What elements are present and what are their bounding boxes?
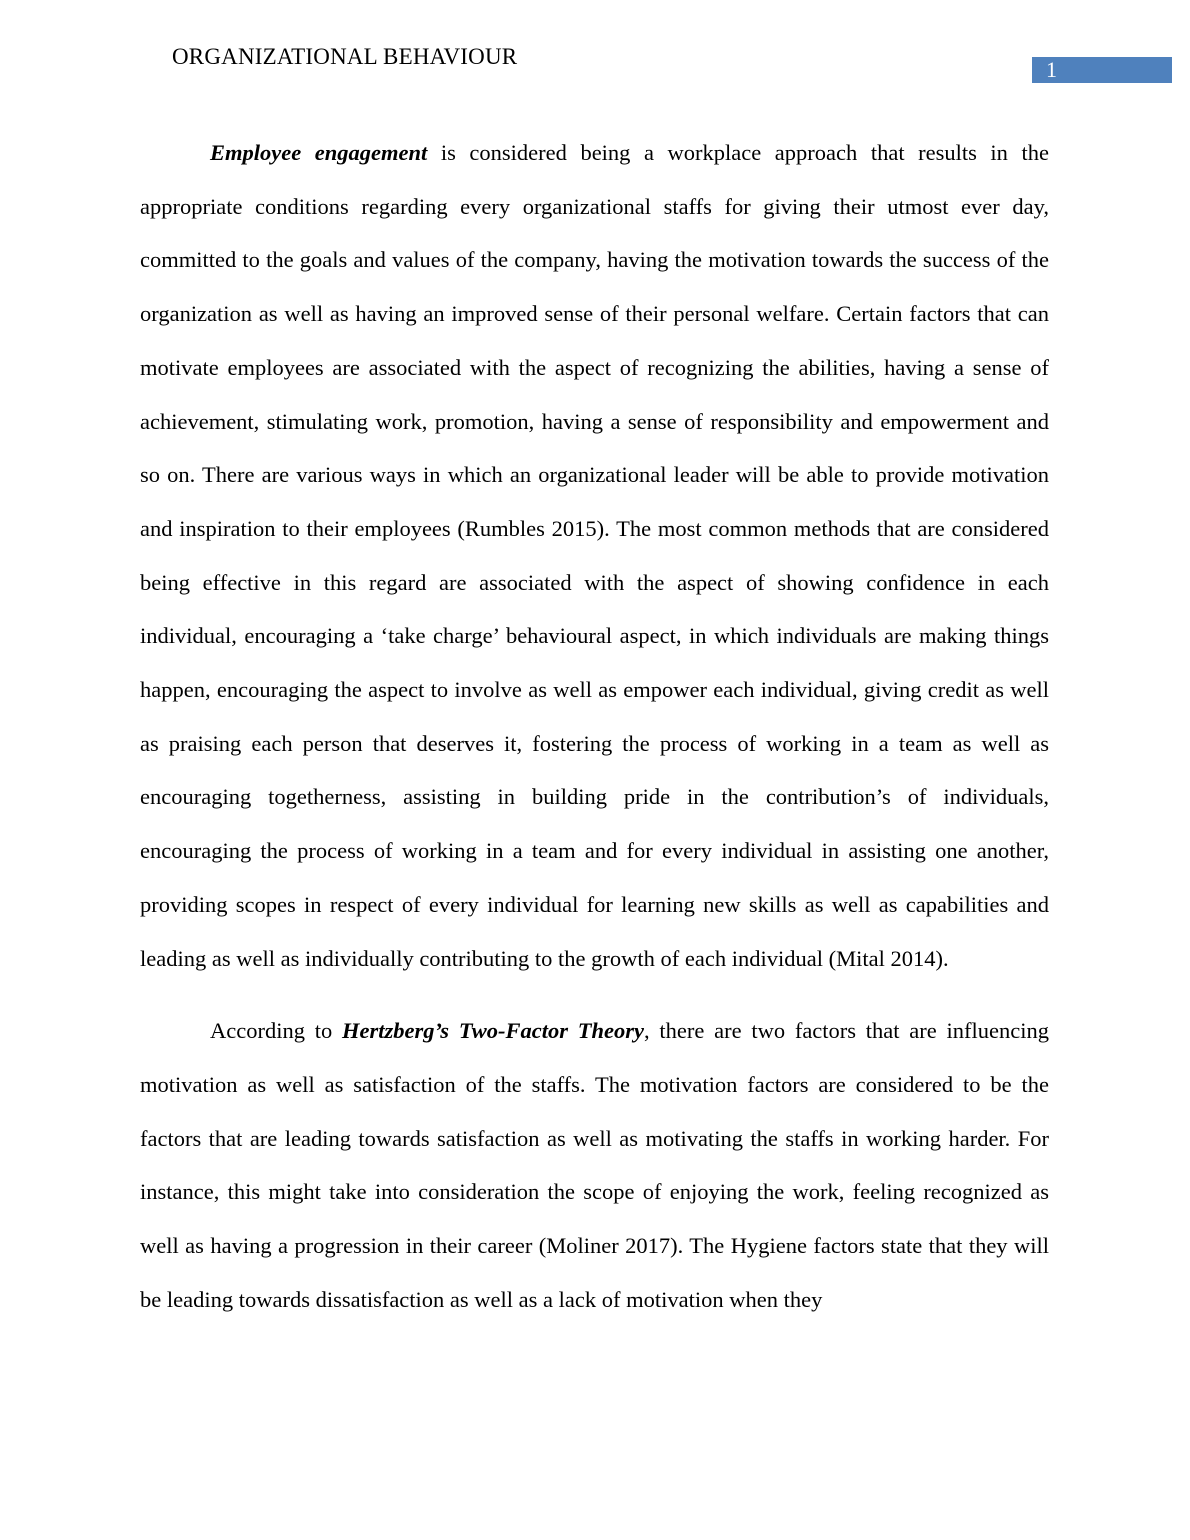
theory-term-two-factor: Hertzberg’s Two-Factor Theory [341, 1018, 644, 1044]
page-number-box [1032, 57, 1172, 83]
paragraph-2-intro: According to [210, 1018, 342, 1044]
paragraph-two-factor-theory [140, 1004, 1049, 1326]
paragraph-1-text: is considered being a workplace approach that results in the appropriate conditions regarding every organizational staffs for giving their utmost ever day, committed to the goals and values of the company, having the motivation towards the success of the organization as well as having an improved sense of their personal welfare. Certain factors that can motivate employees are associated with the aspect of recognizing the abilities, having a sense of achievement, stimulating work, promotion, having a sense of responsibility and empowerment and so on. There are various ways in which an organizational leader will be able to provide motivation and inspiration to their employees (Rumbles 2015). The most common methods that are considered being effective in this regard are associated with the aspect of showing confidence in each individual, encouraging a ‘take charge’ behavioural aspect, in which individuals are making things happen, encouraging the aspect to involve as well as empower each individual, giving credit as well as praising each person that deserves it, fostering the process of working in a team as well as encouraging togetherness, assisting in building pride in the contribution’s of individuals, encouraging the process of working in a team and for every individual in assisting one another, providing scopes in respect of every individual for learning new skills as well as capabilities and leading as well as individually contributing to the growth of each individual (Mital 2014). [140, 140, 1049, 971]
page-number: 1 [1046, 57, 1057, 82]
paragraph-employee-engagement [140, 126, 1049, 985]
paragraph-2-text: , there are two factors that are influencing motivation as well as satisfaction of the staffs. The motivation factors are considered to be the factors that are leading towards satisfaction as well as motivating the staffs in working harder. For instance, this might take into consideration the scope of enjoying the work, feeling recognized as well as having a progression in their career (Moliner 2017). The Hygiene factors state that they will be leading towards dissatisfaction as well as a lack of motivation when they [140, 1018, 1049, 1312]
running-head: ORGANIZATIONAL BEHAVIOUR [172, 44, 518, 69]
body-text [140, 126, 1049, 1326]
lead-term-employee-engagement: Employee engagement [210, 140, 428, 165]
